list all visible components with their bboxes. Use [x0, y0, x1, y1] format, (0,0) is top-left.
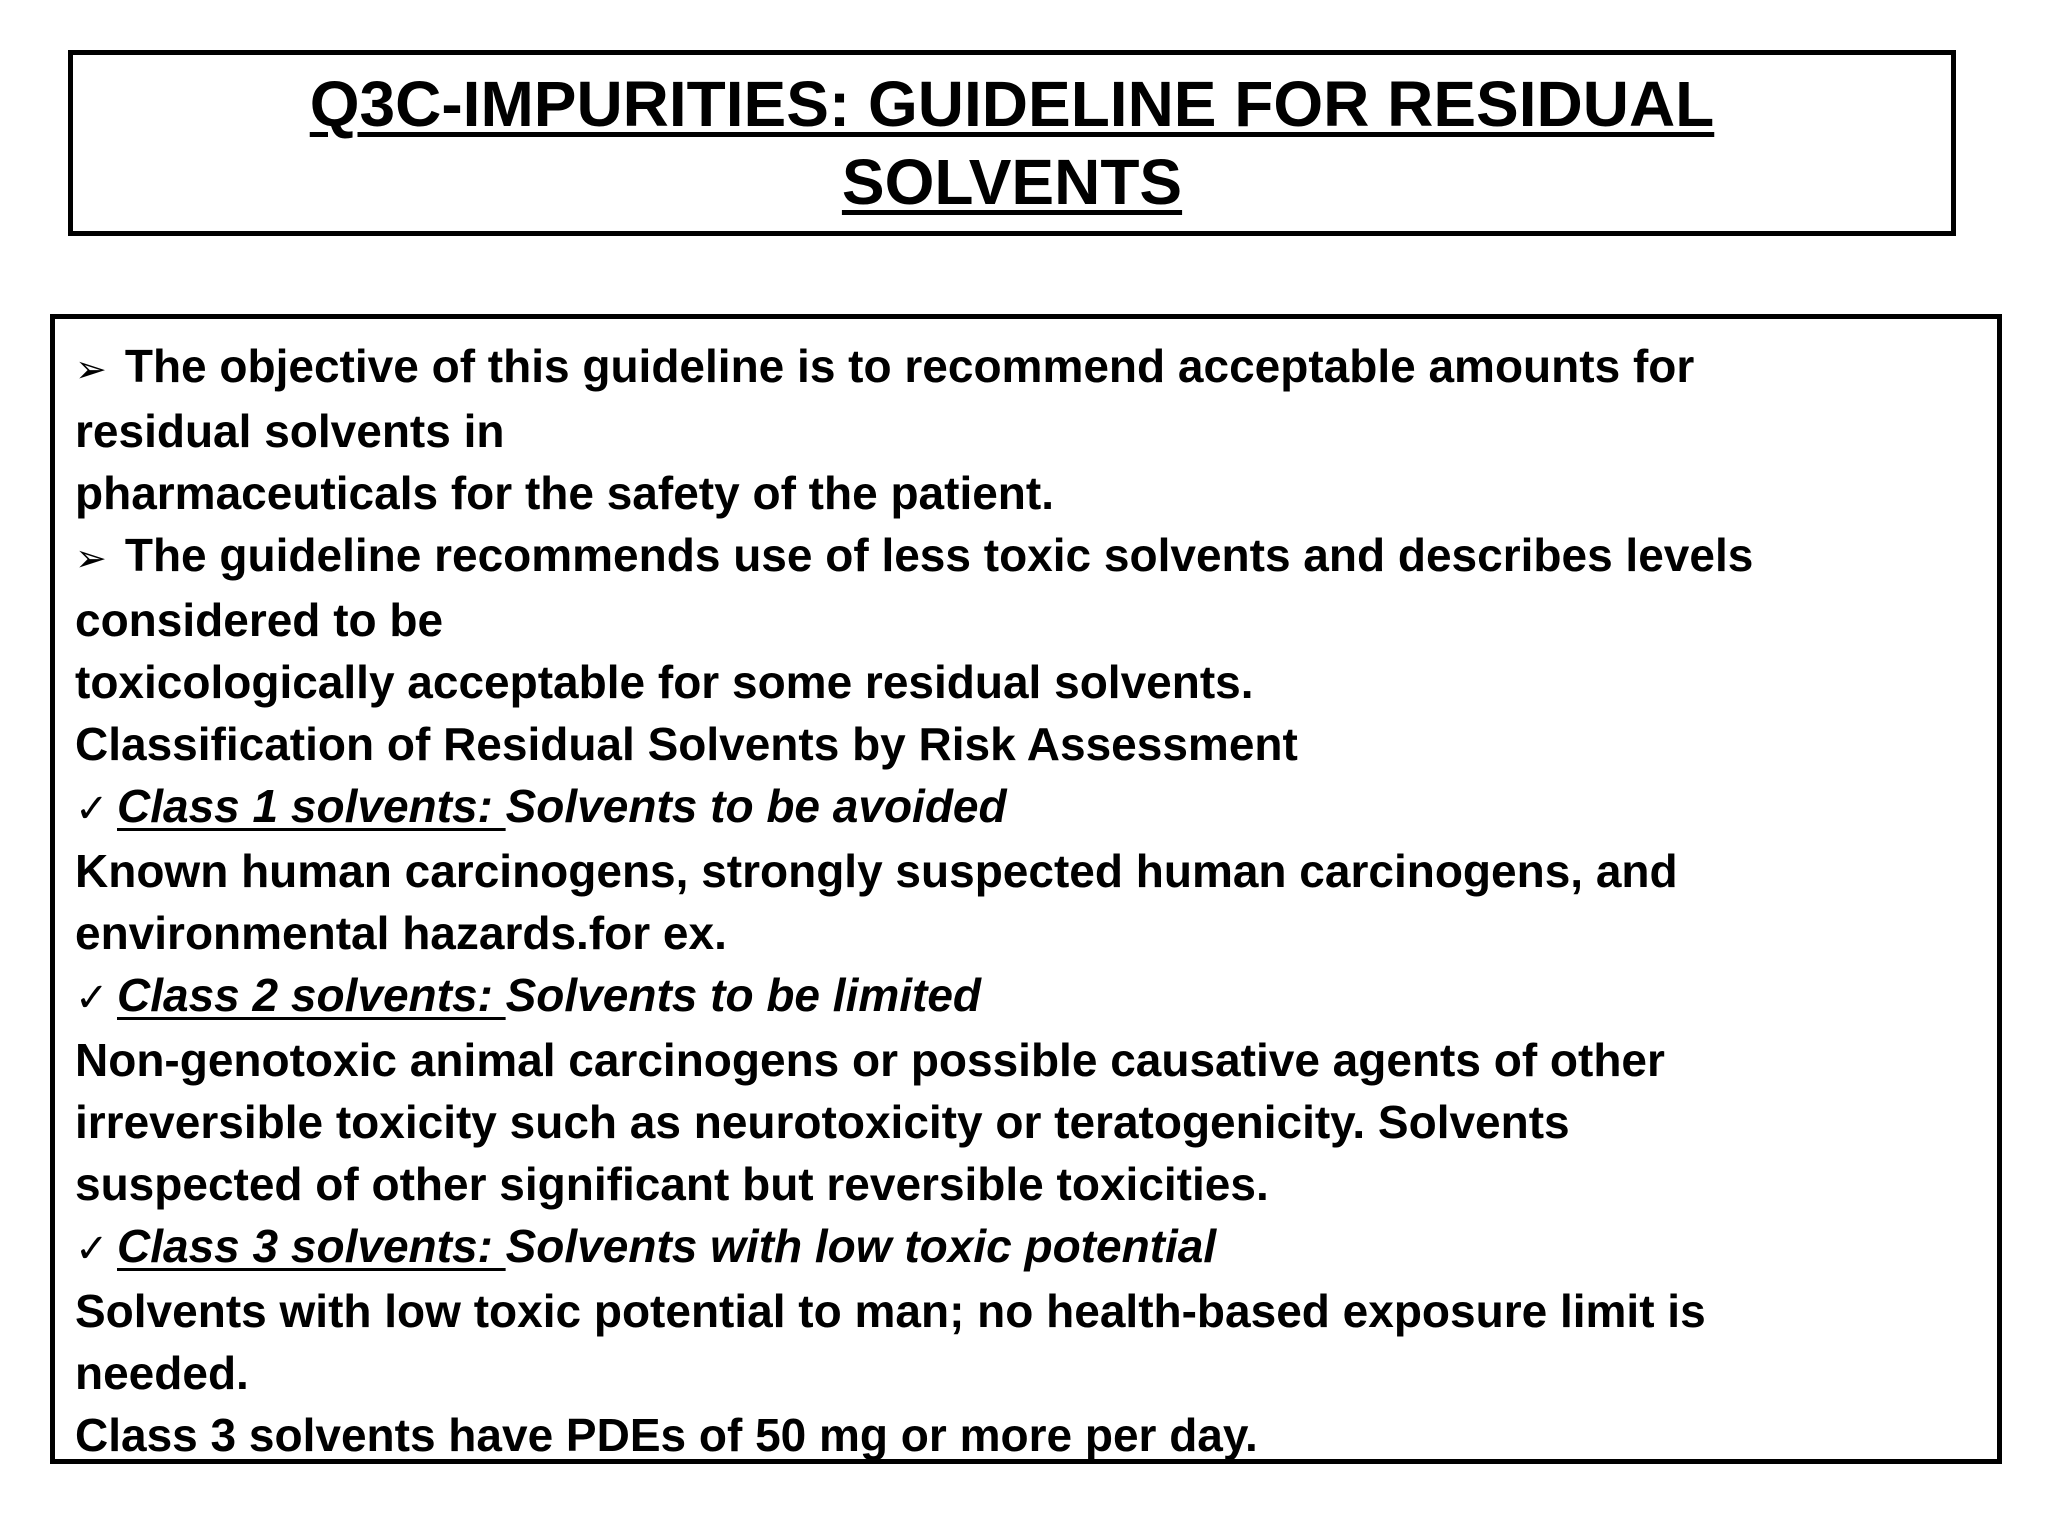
recommendation-line-1: [75, 524, 1979, 589]
objective-line-1: [75, 335, 1979, 400]
class-3-text-3: Class 3 solvents have PDEs of 50 mg or more per day.: [75, 1409, 1258, 1461]
class-2-label: Class 2 solvents:: [117, 969, 506, 1021]
class-1-heading: [75, 775, 1979, 840]
class-3-text-1: Solvents with low toxic potential to man; no health-based exposure limit is: [75, 1285, 1706, 1337]
arrow-bullet-icon: ➢: [75, 347, 107, 391]
class-1-desc: Solvents to be avoided: [505, 780, 1007, 832]
class-1-text-2: environmental hazards.for ex.: [75, 907, 727, 959]
checkmark-icon: ✓: [75, 786, 109, 832]
recommendation-text-1: The guideline recommends use of less toxic solvents and describes levels: [124, 529, 1754, 581]
checkmark-icon: ✓: [75, 1226, 109, 1272]
page-title-line-2: SOLVENTS: [841, 146, 1183, 218]
checkmark-icon: ✓: [75, 975, 109, 1021]
class-2-text-2: irreversible toxicity such as neurotoxicity or teratogenicity. Solvents: [75, 1096, 1570, 1148]
objective-text-1: The objective of this guideline is to recommend acceptable amounts for: [124, 340, 1695, 392]
class-1-text-1: Known human carcinogens, strongly suspected human carcinogens, and: [75, 845, 1678, 897]
class-3-text-2: needed.: [75, 1347, 249, 1399]
class-2-text-3: suspected of other significant but reversible toxicities.: [75, 1158, 1269, 1210]
page-title-line-1: Q3C-IMPURITIES: GUIDELINE FOR RESIDUAL: [309, 68, 1715, 140]
recommendation-line-3: toxicologically acceptable for some residual solvents.: [75, 656, 1254, 708]
class-1-label: Class 1 solvents:: [117, 780, 506, 832]
class-3-label: Class 3 solvents:: [117, 1220, 506, 1272]
content-box: [50, 314, 2002, 1464]
title-box: [68, 50, 1956, 236]
class-2-heading: [75, 964, 1979, 1029]
class-3-desc: Solvents with low toxic potential: [505, 1220, 1217, 1272]
classification-heading: Classification of Residual Solvents by Risk Assessment: [75, 718, 1298, 770]
class-2-desc: Solvents to be limited: [505, 969, 982, 1021]
class-3-heading: [75, 1215, 1979, 1280]
objective-line-3: pharmaceuticals for the safety of the patient.: [75, 467, 1055, 519]
arrow-bullet-icon: ➢: [75, 536, 107, 580]
class-2-text-1: Non-genotoxic animal carcinogens or possible causative agents of other: [75, 1034, 1665, 1086]
recommendation-line-2: considered to be: [75, 594, 444, 646]
objective-line-2: residual solvents in: [75, 405, 505, 457]
